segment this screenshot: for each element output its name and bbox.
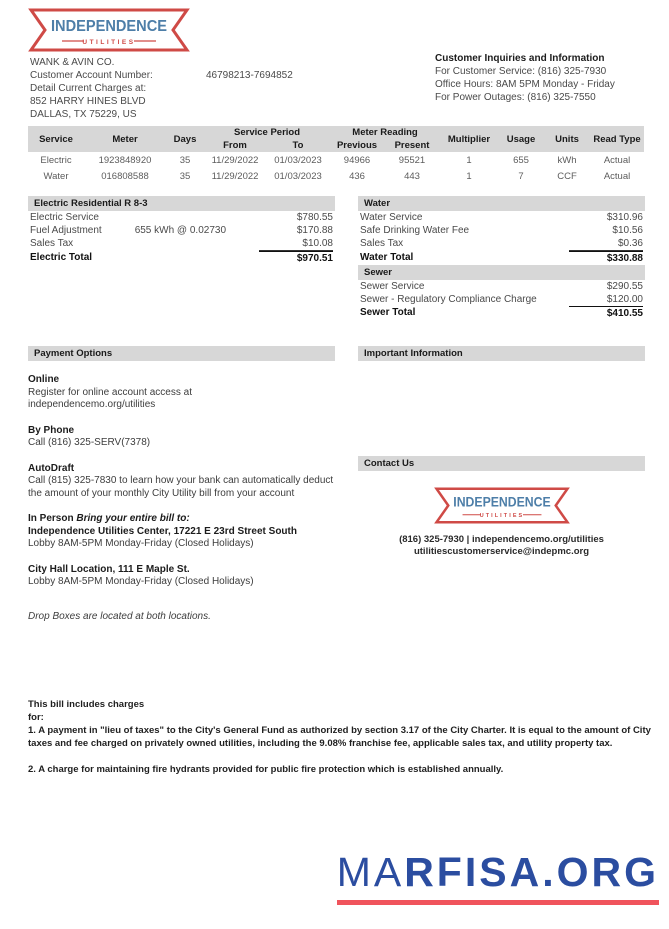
customer-inquiries	[435, 52, 615, 104]
cell-meter: 1923848920	[98, 155, 152, 166]
charge-amount: $170.88	[296, 225, 333, 236]
important-information-header: Important Information	[358, 346, 645, 361]
contact-phone-web: (816) 325-7930 | independencemo.org/utilities	[399, 534, 604, 545]
charge-row	[28, 224, 335, 237]
charge-row	[358, 293, 645, 306]
cell-multiplier: 1	[466, 171, 472, 182]
charges-at-label: Detail Current Charges at:	[30, 83, 147, 94]
col-days: Days	[166, 126, 204, 152]
cell-read-type: Actual	[603, 155, 631, 166]
contact-us-section	[358, 456, 645, 558]
in-person-address: Independence Utilities Center, 17221 E 23rd Street South	[28, 525, 297, 537]
col-previous: Previous	[330, 139, 384, 152]
cell-units: CCF	[557, 171, 577, 182]
contact-email: utilitiescustomerservice@indepmc.org	[413, 546, 590, 557]
in-person-hours: Lobby 8AM-5PM Monday-Friday (Closed Holidays)	[28, 538, 254, 549]
total-label: Electric Total	[30, 252, 93, 263]
service-address-line2: DALLAS, TX 75229, US	[30, 109, 137, 120]
cell-multiplier: 1	[466, 155, 472, 166]
charge-amount: $0.36	[569, 237, 643, 251]
cell-to: 01/03/2023	[274, 171, 322, 182]
charge-row	[358, 280, 645, 293]
by-phone-title: By Phone	[28, 424, 75, 436]
customer-info	[30, 56, 293, 121]
charge-row	[358, 237, 645, 251]
charge-amount: $120.00	[606, 294, 643, 305]
city-hall-block	[28, 564, 335, 589]
water-section-header: Water	[358, 196, 645, 211]
meter-table	[28, 126, 644, 184]
col-usage: Usage	[498, 126, 544, 152]
meter-table-section	[28, 126, 644, 184]
autodraft-text: Call (815) 325-7830 to learn how your bank can automatically deduct the amount of your monthly City Utility bill from your account	[28, 475, 334, 499]
account-number-label: Customer Account Number:	[30, 70, 153, 81]
online-url: independencemo.org/utilities	[28, 399, 156, 410]
cell-present: 95521	[398, 155, 426, 166]
customer-name: WANK & AVIN CO.	[30, 57, 115, 68]
col-read-type: Read Type	[590, 126, 644, 152]
office-hours: Office Hours: 8AM 5PM Monday - Friday	[435, 79, 615, 90]
cell-days: 35	[179, 171, 191, 182]
charge-amount: $310.96	[606, 212, 643, 223]
col-units: Units	[544, 126, 590, 152]
in-person-block	[28, 513, 335, 551]
charge-row	[358, 224, 645, 237]
charge-label: Sewer Service	[360, 281, 425, 292]
cell-from: 11/29/2022	[211, 155, 259, 166]
water-total-row	[358, 251, 645, 265]
charge-row	[358, 211, 645, 224]
col-multiplier: Multiplier	[440, 126, 498, 152]
notes-spacer	[28, 750, 660, 763]
total-amount: $330.88	[569, 251, 643, 265]
col-present: Present	[384, 139, 440, 152]
group-service-period: Service Period	[204, 126, 330, 139]
service-address-line1: 852 HARRY HINES BLVD	[30, 96, 146, 107]
in-person-subtitle: Bring your entire bill to:	[76, 513, 190, 524]
table-row	[28, 152, 644, 168]
online-payment-block	[28, 374, 335, 412]
payment-options-section	[28, 346, 335, 623]
cell-to: 01/03/2023	[274, 155, 322, 166]
cell-previous: 94966	[343, 155, 371, 166]
col-meter: Meter	[84, 126, 166, 152]
total-label: Sewer Total	[360, 307, 416, 318]
charge-label: Safe Drinking Water Fee	[360, 225, 470, 236]
notes-item-1: 1. A payment in "lieu of taxes" to the City's General Fund as authorized by section 3.17 of the City Charter. It is equal to the amount of City taxes and fee charged on privately owned utilities, including the 9.08% franchise fee, applicable sales tax, and utility property tax.	[28, 725, 651, 749]
cell-service: Electric	[40, 155, 72, 166]
table-row	[28, 168, 644, 184]
cell-service: Water	[43, 171, 69, 182]
charge-row	[28, 211, 335, 224]
col-to: To	[266, 139, 330, 152]
in-person-title: In Person	[28, 513, 74, 524]
marfisa-text-light: MA	[336, 849, 405, 895]
in-person-title-row	[28, 513, 335, 526]
col-service: Service	[28, 126, 84, 152]
charge-label: Electric Service	[30, 212, 99, 223]
cell-read-type: Actual	[603, 171, 631, 182]
notes-item-2: 2. A charge for maintaining fire hydrants provided for public fire protection which is established annually.	[28, 764, 504, 775]
cell-meter: 016808588	[101, 171, 149, 182]
charge-detail	[73, 237, 259, 251]
charge-amount: $10.08	[259, 237, 333, 251]
logo-subtitle: UTILITIES	[479, 513, 524, 520]
total-amount: $410.55	[569, 306, 643, 320]
city-hall-title: City Hall Location, 111 E Maple St.	[28, 563, 190, 575]
bill-notes	[28, 698, 660, 776]
by-phone-block	[28, 425, 335, 450]
charge-row	[28, 237, 335, 251]
account-number-value: 46798213-7694852	[206, 70, 293, 81]
notes-title-line1: This bill includes charges	[28, 699, 145, 710]
charge-amount: $290.55	[606, 281, 643, 292]
inquiries-title: Customer Inquiries and Information	[435, 53, 605, 64]
online-title: Online	[28, 374, 60, 385]
cell-usage: 7	[518, 171, 524, 182]
logo-title: INDEPENDENCE	[452, 494, 551, 510]
ribbon-banner-icon	[28, 8, 190, 52]
water-sewer-charges-section	[358, 196, 645, 320]
charge-detail: 655 kWh @ 0.02730	[134, 225, 227, 236]
charge-label: Sales Tax	[360, 238, 404, 249]
marfisa-text-bold: RFISA.ORG	[404, 849, 659, 895]
important-information-section	[358, 346, 645, 361]
contact-us-header: Contact Us	[358, 456, 645, 471]
autodraft-title: AutoDraft	[28, 462, 75, 474]
electric-charges-section	[28, 196, 335, 265]
notes-title-line2: for:	[28, 712, 44, 723]
col-from: From	[204, 139, 266, 152]
cell-units: kWh	[557, 155, 577, 166]
city-hall-hours: Lobby 8AM-5PM Monday-Friday (Closed Holidays)	[28, 576, 254, 587]
marfisa-org-logo	[337, 850, 659, 905]
charge-label: Sales Tax	[30, 238, 74, 249]
independence-utilities-logo-small	[434, 487, 570, 528]
cell-from: 11/29/2022	[211, 171, 259, 182]
logo-subtitle: UTILITIES	[82, 39, 136, 46]
sewer-section-header: Sewer	[358, 265, 645, 280]
drop-boxes-note: Drop Boxes are located at both locations.	[28, 610, 211, 622]
by-phone-line: Call (816) 325-SERV(7378)	[28, 437, 151, 448]
electric-section-header: Electric Residential R 8-3	[28, 196, 335, 211]
account-number-row	[30, 69, 293, 82]
charge-amount: $780.55	[296, 212, 333, 223]
logo-title: INDEPENDENCE	[51, 18, 168, 35]
ribbon-banner-icon	[434, 487, 570, 524]
cell-days: 35	[179, 155, 191, 166]
group-meter-reading: Meter Reading	[330, 126, 440, 139]
customer-service-phone: For Customer Service: (816) 325-7930	[435, 66, 607, 77]
charge-amount: $10.56	[612, 225, 643, 236]
cell-present: 443	[404, 171, 420, 182]
charge-detail	[99, 211, 259, 224]
charge-label: Sewer - Regulatory Compliance Charge	[360, 294, 537, 305]
sewer-total-row	[358, 306, 645, 320]
cell-previous: 436	[349, 171, 365, 182]
independence-utilities-logo	[28, 8, 190, 52]
total-label: Water Total	[360, 252, 414, 263]
charge-label: Fuel Adjustment	[30, 225, 102, 236]
total-amount: $970.51	[259, 251, 333, 265]
autodraft-block	[28, 463, 335, 501]
power-outages-phone: For Power Outages: (816) 325-7550	[435, 92, 596, 103]
online-line1: Register for online account access at	[28, 386, 192, 398]
cell-usage: 655	[513, 155, 529, 166]
header-row-groups	[28, 126, 644, 139]
electric-total-row	[28, 251, 335, 265]
payment-options-header: Payment Options	[28, 346, 335, 361]
charge-label: Water Service	[360, 212, 423, 223]
